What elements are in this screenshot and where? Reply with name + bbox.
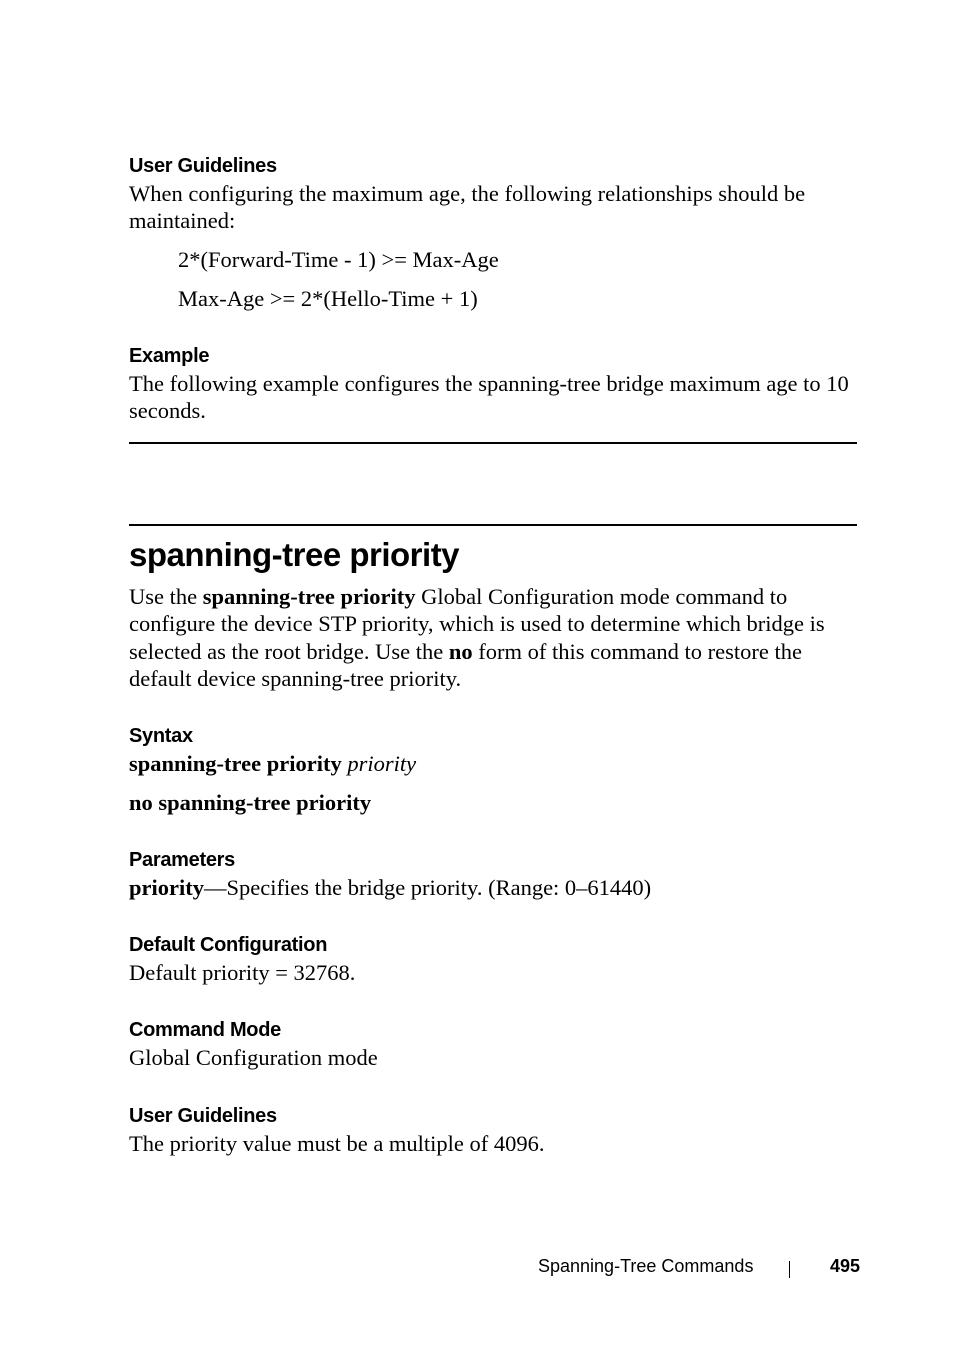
- footer-page-number: 495: [830, 1256, 861, 1276]
- example-heading: Example: [129, 345, 210, 367]
- section-end-rule: [129, 442, 857, 444]
- command-mode-heading: Command Mode: [129, 1019, 281, 1041]
- user-guidelines-text-2: The priority value must be a multiple of 4096.: [129, 1131, 545, 1156]
- user-guidelines-text: When configuring the maximum age, the following relationships should be maintained:: [129, 181, 806, 234]
- syntax-parameter: priority: [347, 751, 417, 776]
- section-title: spanning-tree priority: [129, 536, 460, 573]
- example-text: The following example configures the spanning-tree bridge maximum age to 10 seconds.: [129, 371, 849, 424]
- user-guidelines-heading-2: User Guidelines: [129, 1105, 277, 1127]
- syntax-command: spanning-tree priority priority: [129, 751, 417, 776]
- parameters-heading: Parameters: [129, 849, 235, 871]
- command-mode-text: Global Configuration mode: [129, 1045, 378, 1070]
- footer-separator: [789, 1261, 790, 1278]
- relation-2: Max-Age >= 2*(Hello-Time + 1): [178, 286, 478, 311]
- intro-command: spanning-tree priority: [202, 584, 416, 609]
- parameter-priority: priority—Specifies the bridge priority. (Range: 0–61440): [129, 875, 652, 900]
- section-start-rule: [129, 524, 857, 526]
- relation-1: 2*(Forward-Time - 1) >= Max-Age: [178, 247, 499, 272]
- user-guidelines-heading: User Guidelines: [129, 155, 277, 177]
- syntax-no-command: no spanning-tree priority: [129, 790, 372, 815]
- intro-no-keyword: no: [448, 638, 473, 664]
- syntax-heading: Syntax: [129, 725, 193, 747]
- default-configuration-text: Default priority = 32768.: [129, 960, 356, 985]
- default-configuration-heading: Default Configuration: [129, 934, 328, 956]
- section-intro: Use the spanning-tree priority Global Configuration mode command to configure the device STP priority, which is used to determine which bridge is selected as the root bridge. Use the no form of this command to restore the default device spanning-tree priority.: [129, 584, 825, 691]
- footer-chapter: Spanning-Tree Commands: [538, 1256, 754, 1276]
